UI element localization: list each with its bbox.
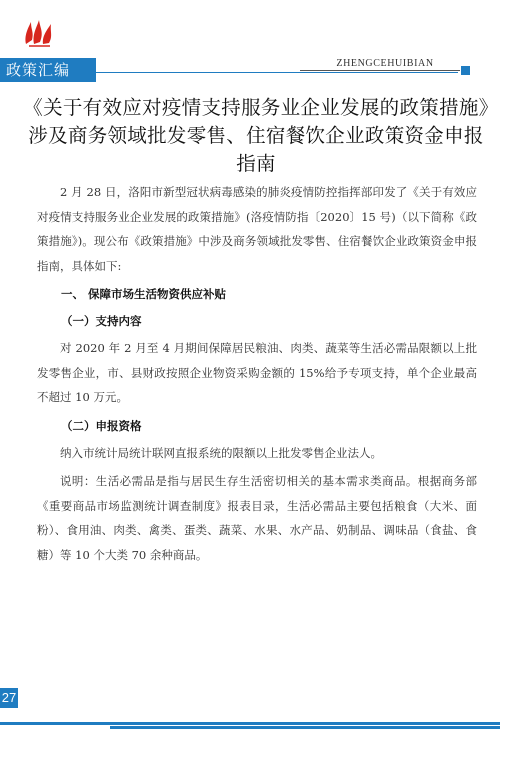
section-label: 政策汇编 [0,58,96,82]
flame-logo-icon [22,18,56,48]
header-square-ornament [461,66,470,75]
document-title: 《关于有效应对疫情支持服务业企业发展的政策措施》涉及商务领域批发零售、住宿餐饮企业政策资金申报指南 [23,96,489,175]
document-body [37,180,477,571]
footer-rule-secondary [110,726,500,729]
section-heading: 一、 保障市场生活物资供应补贴 [61,287,227,301]
support-content-paragraph: 对 2020 年 2 月至 4 月期间保障居民粮油、肉类、蔬菜等生活必需品限额以上批发零售企业，市、县财政按照企业物资采购金额的 15%给予专项支持，单个企业最高不超过 10 万元。 [37,341,477,404]
pinyin-label: ZHENGCEHUIBIAN [336,58,434,69]
subsection-heading-eligibility: （二）申报资格 [61,418,142,433]
page-number: 27 [0,688,18,708]
header-underline [300,70,460,71]
subsection-heading-support: （一）支持内容 [61,314,142,328]
note-paragraph: 说明：生活必需品是指与居民生存生活密切相关的基本需求类商品。根据商务部《重要商品市场监测统计调查制度》报表目录，生活必需品主要包括粮食（大米、面粉）、食用油、肉类、禽类、蛋类、蔬菜、水果、水产品、奶制品、调味品（食盐、食糖）等 10 个大类 70 余种商品。 [37,474,477,562]
footer-rule [0,722,500,725]
intro-paragraph: 2 月 28 日，洛阳市新型冠状病毒感染的肺炎疫情防控指挥部印发了《关于有效应对疫情支持服务业企业发展的政策措施》(洛疫情防指〔2020〕15 号)（以下简称《政策措施》)。现公布《政策措施》中涉及商务领域批发零售、住宿餐饮企业政策资金申报指南，具体如下: [37,185,477,273]
header-rule [96,72,458,73]
eligibility-paragraph: 纳入市统计局统计联网直报系统的限额以上批发零售企业法人。 [60,445,382,460]
